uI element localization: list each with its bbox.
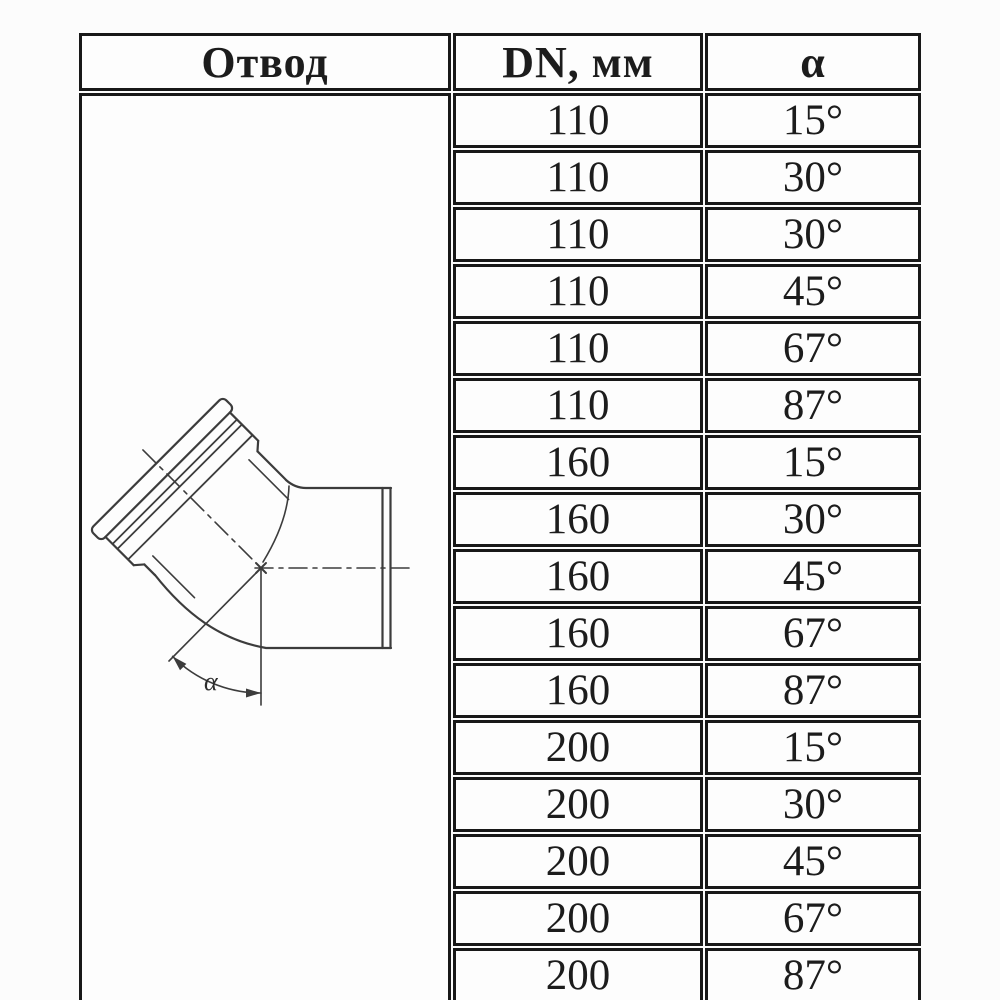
alpha-value-cell: 15° [705,93,921,148]
dn-value-cell: 110 [453,321,703,376]
pipe-bend-drawing [82,96,448,1000]
dn-value-cell: 110 [453,150,703,205]
alpha-value-cell: 87° [705,663,921,718]
alpha-value-cell: 67° [705,891,921,946]
dn-value-cell: 200 [453,777,703,832]
dn-value-cell: 110 [453,378,703,433]
table-body [79,93,921,1000]
alpha-angle-label: α [204,667,218,696]
alpha-value-cell: 30° [705,492,921,547]
dn-value-cell: 160 [453,492,703,547]
dn-value-cell: 160 [453,549,703,604]
arrowhead-right [246,689,261,698]
dn-value-cell: 200 [453,720,703,775]
alpha-value-cell: 15° [705,435,921,490]
dn-value-cell: 110 [453,93,703,148]
dn-value-cell: 160 [453,606,703,661]
dn-value-cell: 200 [453,891,703,946]
arrowhead-left [169,653,186,670]
alpha-value-cell: 45° [705,834,921,889]
dn-value-cell: 200 [453,948,703,1000]
alpha-value-cell: 15° [705,720,921,775]
inner-bend-wall [286,480,391,488]
alpha-value-cell: 30° [705,207,921,262]
dn-value-cell: 160 [453,435,703,490]
socket-group [82,383,332,639]
dn-value-cell: 110 [453,264,703,319]
header-dn: DN, мм [453,33,703,91]
alpha-value-cell: 67° [705,321,921,376]
joint-arc [263,486,289,562]
header-alpha: α [705,33,921,91]
dn-value-cell: 110 [453,207,703,262]
alpha-value-cell: 45° [705,549,921,604]
alpha-value-cell: 30° [705,150,921,205]
table-row [79,93,921,148]
alpha-value-cell: 67° [705,606,921,661]
dn-value-cell: 200 [453,834,703,889]
header-row [79,33,921,91]
alpha-value-cell: 87° [705,948,921,1000]
bend-drawing-cell [79,93,451,1000]
dn-value-cell: 160 [453,663,703,718]
outer-bend-wall [155,575,391,648]
bend-spec-table [77,31,923,1000]
alpha-value-cell: 45° [705,264,921,319]
alpha-value-cell: 30° [705,777,921,832]
angle-dimension-line [169,568,261,661]
alpha-value-cell: 87° [705,378,921,433]
header-product: Отвод [79,33,451,91]
incline-centerline [143,450,266,573]
